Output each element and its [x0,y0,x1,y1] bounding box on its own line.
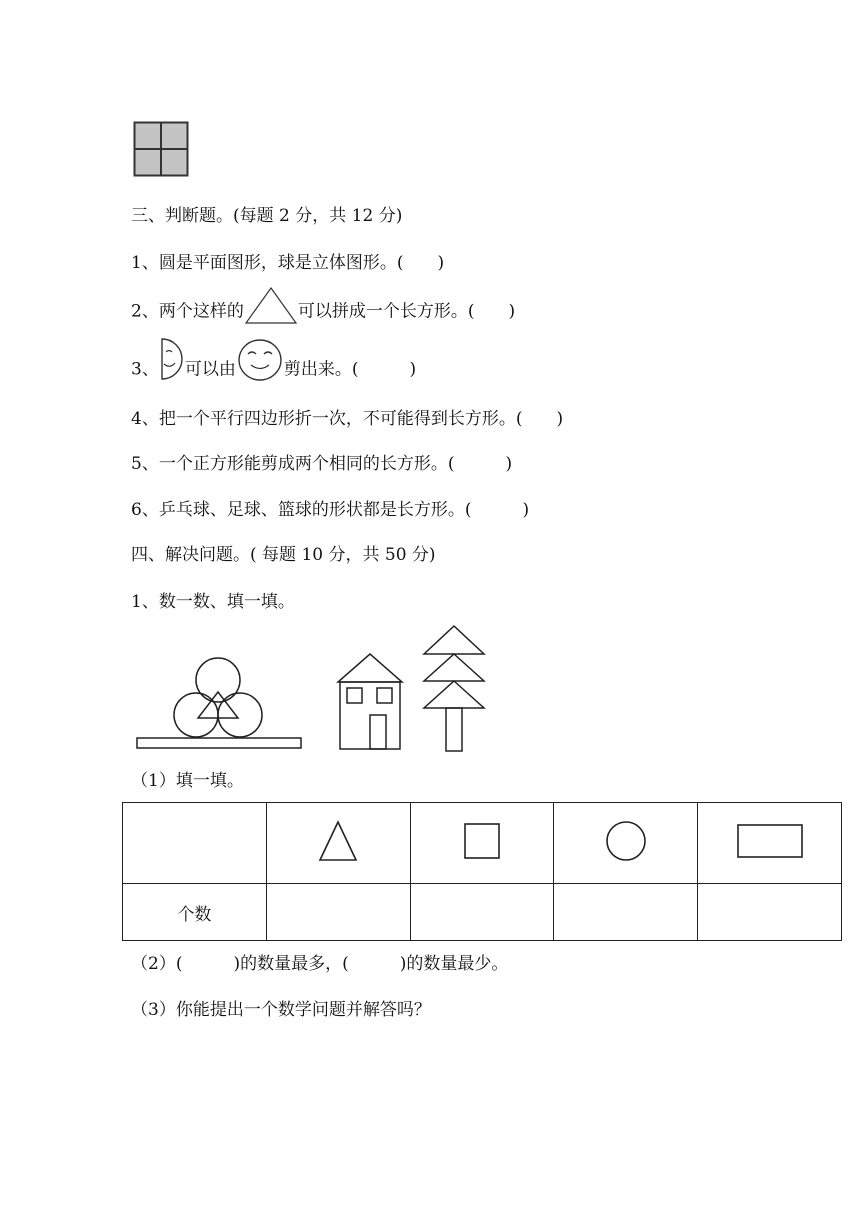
triangle-icon [316,819,360,863]
house-figure [334,652,406,752]
smiley-face-icon [236,337,284,383]
triangle-icon [244,286,298,326]
table-header-rectangle [698,803,842,884]
question-3 [131,357,416,383]
table-row [123,884,842,941]
sub-question-3: （3）你能提出一个数学问题并解答吗？ [131,1000,431,1020]
table-row-label: 个数 [123,884,267,941]
triangle-count-cell[interactable] [266,884,410,941]
question-2-text-a: 2、两个这样的 [131,301,244,322]
rectangle-count-cell[interactable] [698,884,842,941]
shape-count-table [122,802,842,941]
table-header-circle [554,803,698,884]
sub-question-2: （2）( )的数量最多，( )的数量最少。 [131,954,509,974]
circles-triangle-figure [134,650,306,752]
circle-icon [604,819,648,863]
section4-title: 四、解决问题。( 每题 10 分，共 50 分) [131,545,436,565]
question-1: 1、圆是平面图形，球是立体图形。( ) [131,253,445,273]
rectangle-icon [736,822,804,860]
problem-1: 1、数一数、填一填。 [131,592,295,612]
tree-figure [420,624,490,754]
table-header-triangle [266,803,410,884]
question-4: 4、把一个平行四边形折一次，不可能得到长方形。( ) [131,409,564,429]
table-header-square [410,803,554,884]
square-icon [462,821,502,861]
question-6: 6、乒乓球、足球、篮球的形状都是长方形。( ) [131,500,530,520]
sub-question-1: （1）填一填。 [131,771,244,791]
question-2-text-b: 可以拼成一个长方形。( ) [297,301,516,322]
half-face-icon [159,336,185,382]
question-5: 5、一个正方形能剪成两个相同的长方形。( ) [131,454,513,474]
circle-count-cell[interactable] [554,884,698,941]
question-2 [131,298,515,326]
question-3-text-b: 可以由 [184,359,236,380]
table-corner-cell [123,803,267,884]
table-row [123,803,842,884]
square-count-cell[interactable] [410,884,554,941]
question-3-text-a: 3、 [131,359,159,380]
question-3-text-c: 剪出来。( ) [283,359,417,380]
section3-title: 三、判断题。(每题 2 分，共 12 分) [131,206,403,226]
grid-square-figure [133,121,189,177]
